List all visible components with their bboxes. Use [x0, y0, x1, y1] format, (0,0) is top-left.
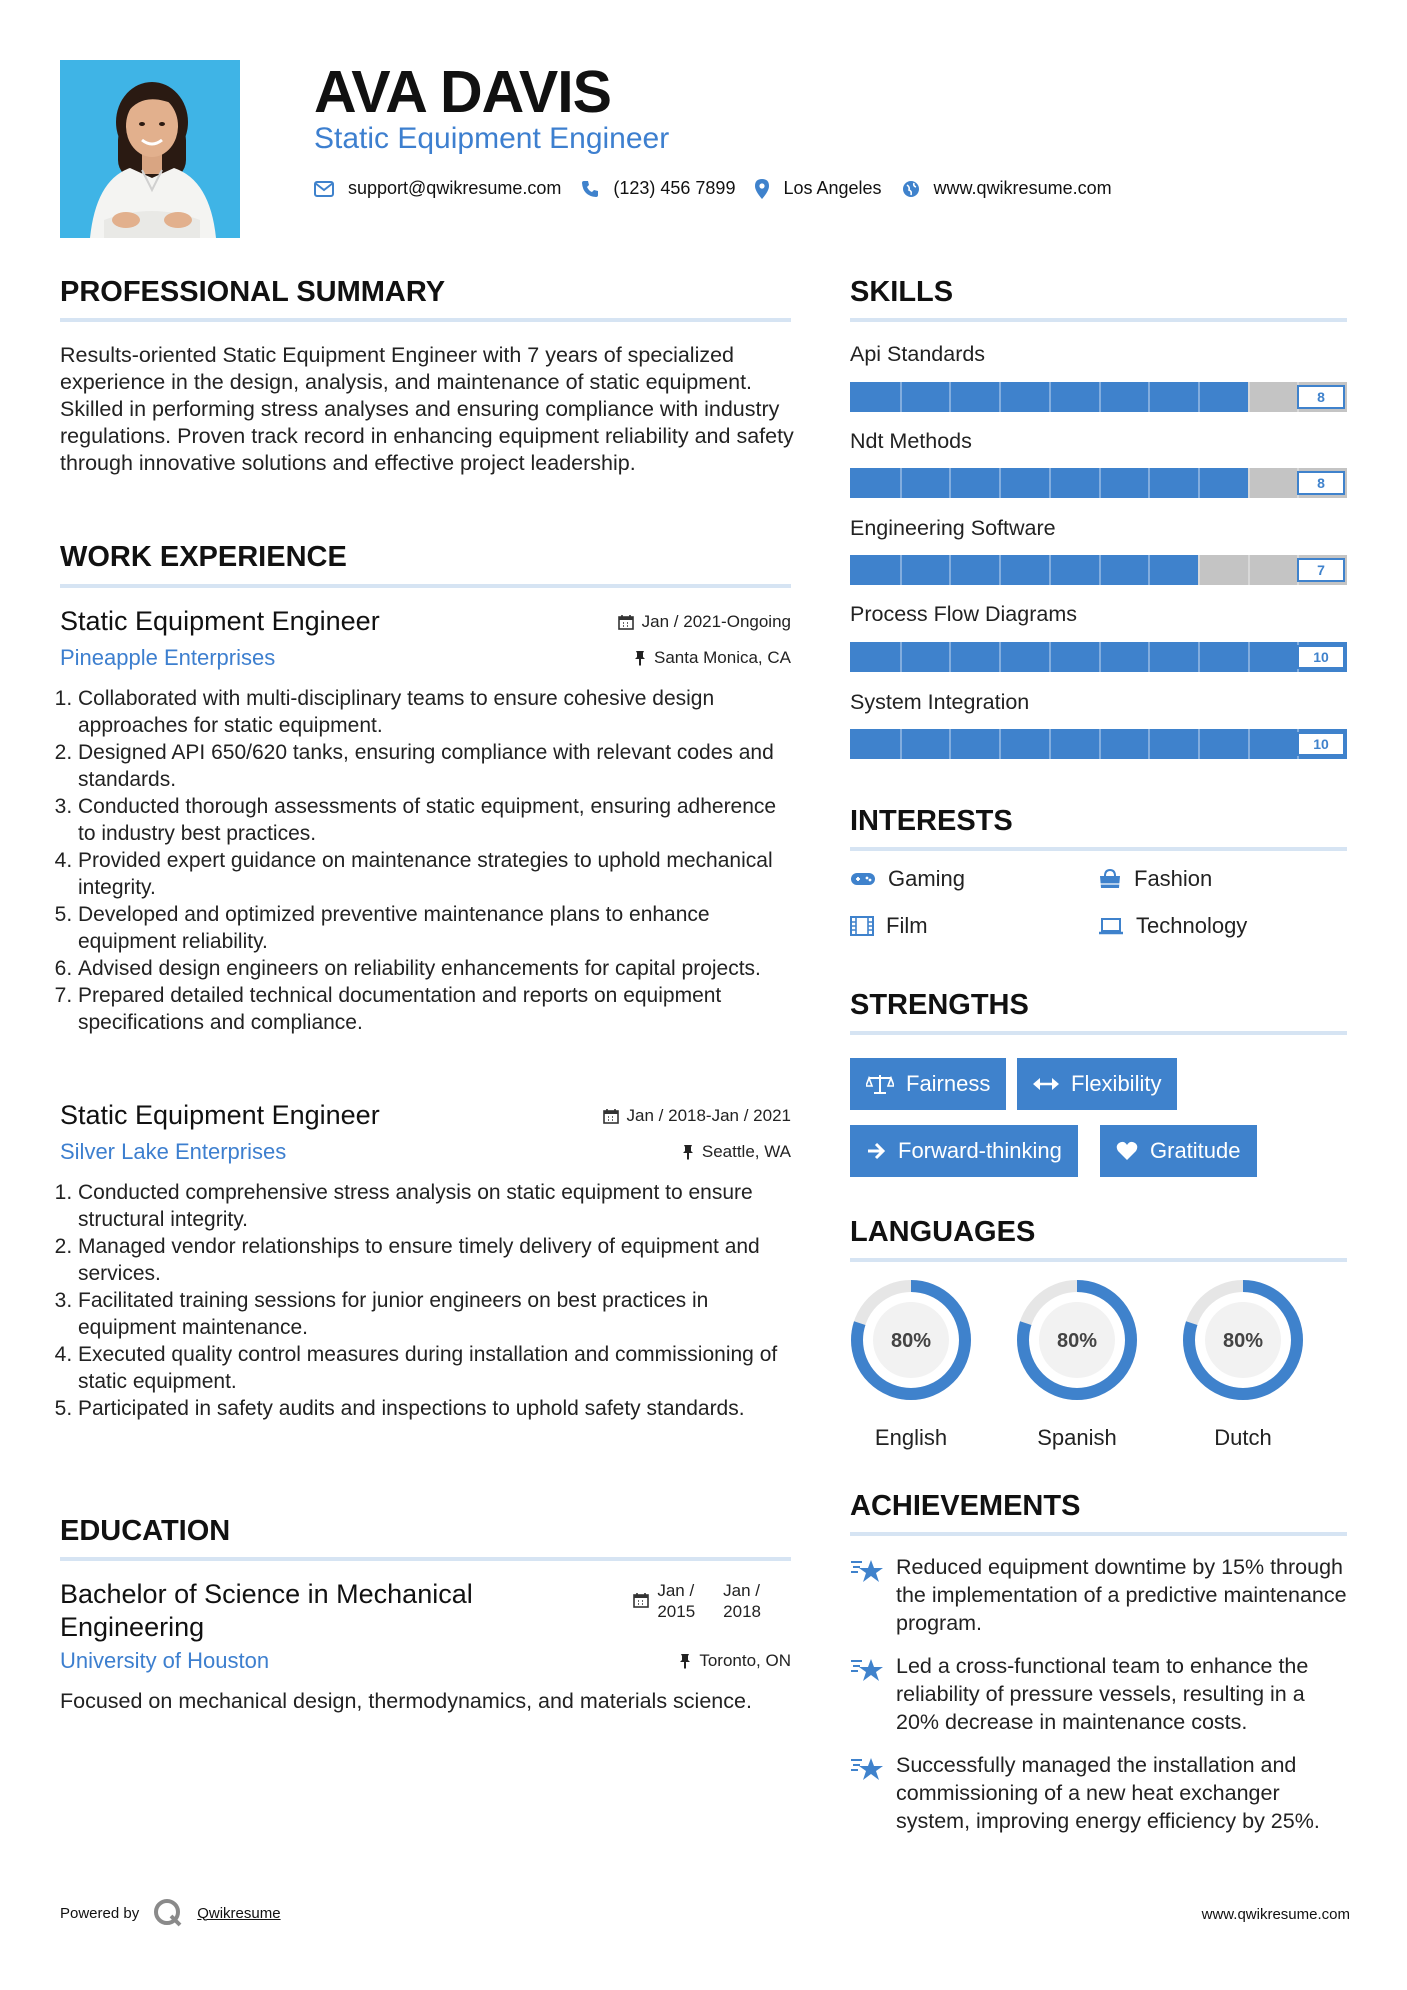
shopping-bag-icon — [1098, 869, 1122, 889]
job-location-text: Seattle, WA — [701, 1142, 791, 1161]
skill-bar-divider — [1099, 729, 1101, 759]
strength-label: Flexibility — [1071, 1071, 1162, 1096]
contact-bar — [314, 178, 1132, 199]
strength-label: Fairness — [906, 1071, 991, 1096]
skill-bar-divider — [949, 642, 951, 672]
language-item — [846, 1278, 976, 1451]
duty-item: 1. Conducted comprehensive stress analysis on static equipment to ensure structural integrity. — [78, 1179, 791, 1233]
skill-bar-divider — [1198, 382, 1200, 412]
skill-bar-divider — [1148, 468, 1150, 498]
strengths-rule — [850, 1031, 1347, 1035]
degree-line: Bachelor of Science in Mechanical — [60, 1579, 473, 1609]
pin-icon — [679, 1653, 691, 1669]
skill-bar-divider — [1148, 555, 1150, 585]
shooting-star-icon — [850, 1555, 884, 1585]
duty-list — [60, 1179, 791, 1422]
skill-bar-divider — [1049, 382, 1051, 412]
company-name: Silver Lake Enterprises — [60, 1139, 287, 1164]
skill-bar-divider — [900, 382, 902, 412]
skill-name: System Integration — [850, 690, 1030, 714]
language-ring — [1015, 1278, 1139, 1402]
achievement-item — [850, 1751, 1350, 1835]
education-start — [657, 1580, 695, 1622]
gamepad-icon — [850, 871, 876, 887]
skill-name: Api Standards — [850, 342, 986, 366]
education-end — [723, 1580, 761, 1622]
skill-bar-divider — [949, 468, 951, 498]
globe-icon — [902, 180, 920, 198]
contact-website[interactable] — [902, 178, 1112, 199]
arrows-horizontal-icon — [1033, 1077, 1059, 1091]
calendar-icon — [618, 614, 634, 630]
skill-level: 7 — [1297, 558, 1345, 582]
skill-bar-divider — [1248, 555, 1250, 585]
skill-bar-divider — [1049, 468, 1051, 498]
skill-bar-divider — [1248, 729, 1250, 759]
languages-heading: LANGUAGES — [850, 1216, 1036, 1248]
skill-bar-divider — [1049, 555, 1051, 585]
duty-item: 3. Conducted thorough assessments of static equipment, ensuring adherence to industry best practices. — [78, 793, 791, 847]
summary-text: Results-oriented Static Equipment Engineer with 7 years of specialized experience in the design, analysis, and maintenance of static equipment. Skilled in performing stress analyses and ensuring compliance with industry regulations. Proven track record in enhancing equipment reliability and safety through innovative solutions and effective project leadership. — [60, 343, 794, 475]
duty-item: 4. Executed quality control measures during installation and commissioning of static equipment. — [78, 1341, 791, 1395]
contact-location — [755, 178, 881, 199]
job-entry — [60, 1100, 791, 1422]
start-month: Jan / — [657, 1581, 695, 1600]
interest-label: Technology — [1136, 913, 1248, 938]
school-location-text: Toronto, ON — [699, 1651, 791, 1670]
skill-bar-divider — [1198, 729, 1200, 759]
envelope-icon — [314, 181, 334, 197]
skill-bar — [850, 642, 1347, 672]
end-month: Jan / — [723, 1581, 761, 1600]
skill-bar-divider — [900, 642, 902, 672]
skill-level: 10 — [1297, 645, 1345, 669]
job-title: Static Equipment Engineer — [60, 606, 380, 636]
skill-name: Engineering Software — [850, 516, 1056, 540]
skill-bar-divider — [1198, 642, 1200, 672]
interest-item — [850, 913, 928, 939]
job-location-text: Santa Monica, CA — [653, 648, 791, 667]
footer-website[interactable]: www.qwikresume.com — [1201, 1906, 1350, 1923]
qwikresume-logo-icon — [153, 1898, 183, 1928]
job-entry — [60, 606, 791, 1036]
job-location — [682, 1142, 791, 1162]
skill-bar-divider — [1198, 468, 1200, 498]
skill-bar-divider — [900, 729, 902, 759]
skill-bar-divider — [999, 555, 1001, 585]
duty-item: 3. Facilitated training sessions for junior engineers on best practices in equipment maintenance. — [78, 1287, 791, 1341]
interest-label: Gaming — [888, 866, 966, 891]
duty-item: 6. Advised design engineers on reliability enhancements for capital projects. — [78, 955, 791, 982]
skill-bar-divider — [1049, 642, 1051, 672]
shooting-star-icon — [850, 1654, 884, 1684]
skill-bar-divider — [1148, 729, 1150, 759]
powered-by-text: Powered by — [60, 1904, 140, 1922]
skill-bar-divider — [949, 382, 951, 412]
job-dates-text: Jan / 2021-Ongoing — [641, 611, 791, 631]
skill-bar-divider — [1148, 382, 1150, 412]
language-name: Dutch — [1214, 1425, 1272, 1450]
achievement-text: Led a cross-functional team to enhance the reliability of pressure vessels, resulting in a 20% decrease in maintenance costs. — [896, 1654, 1309, 1734]
strength-badge — [1100, 1125, 1257, 1177]
phone-text: (123) 456 7899 — [613, 178, 736, 198]
skill-bar-divider — [999, 468, 1001, 498]
skill-bar-divider — [1198, 555, 1200, 585]
strength-label: Forward-thinking — [898, 1138, 1062, 1163]
languages-rule — [850, 1258, 1347, 1262]
skill-bar — [850, 729, 1347, 759]
balance-scale-icon — [866, 1073, 894, 1095]
skill-bar — [850, 555, 1347, 585]
summary-rule — [60, 318, 791, 322]
phone-icon — [581, 180, 599, 198]
language-name: English — [874, 1425, 948, 1450]
interest-label: Film — [886, 913, 928, 938]
work-heading: WORK EXPERIENCE — [60, 541, 347, 573]
skill-bar-divider — [999, 382, 1001, 412]
achievement-item — [850, 1652, 1350, 1736]
skill-bar-divider — [1099, 642, 1101, 672]
arrow-right-icon — [866, 1141, 886, 1161]
skill-bar-divider — [1049, 729, 1051, 759]
duty-item: 4. Provided expert guidance on maintenance strategies to uphold mechanical integrity. — [78, 847, 791, 901]
duty-item: 5. Participated in safety audits and inspections to uphold safety standards. — [78, 1395, 791, 1422]
interest-item — [1098, 913, 1247, 939]
skill-bar-divider — [1099, 555, 1101, 585]
job-title: Static Equipment Engineer — [60, 1100, 380, 1130]
website-text: www.qwikresume.com — [933, 178, 1112, 198]
work-rule — [60, 584, 791, 588]
location-text: Los Angeles — [783, 178, 882, 198]
achievement-item — [850, 1553, 1350, 1637]
interest-label: Fashion — [1134, 866, 1213, 891]
shooting-star-icon — [850, 1753, 884, 1783]
company-name: Pineapple Enterprises — [60, 645, 276, 670]
language-ring — [1181, 1278, 1305, 1402]
skill-bar-divider — [900, 468, 902, 498]
achievement-text: Reduced equipment downtime by 15% through the implementation of a predictive maintenance program. — [896, 1555, 1347, 1635]
skill-level: 10 — [1297, 732, 1345, 756]
skill-bar-divider — [1148, 642, 1150, 672]
skill-bar-divider — [1099, 382, 1101, 412]
education-heading: EDUCATION — [60, 1515, 231, 1547]
film-icon — [850, 916, 874, 936]
skill-bar-divider — [999, 642, 1001, 672]
duty-item: 2. Managed vendor relationships to ensure timely delivery of equipment and services. — [78, 1233, 791, 1287]
degree-line: Engineering — [60, 1612, 205, 1642]
degree-title — [60, 1578, 473, 1644]
skills-rule — [850, 318, 1347, 322]
skills-heading: SKILLS — [850, 276, 954, 308]
skill-bar-divider — [1248, 382, 1250, 412]
summary-heading: PROFESSIONAL SUMMARY — [60, 276, 446, 308]
language-name: Spanish — [1037, 1425, 1117, 1450]
email-text: support@qwikresume.com — [348, 178, 562, 198]
interests-rule — [850, 847, 1347, 851]
skill-bar-divider — [949, 555, 951, 585]
language-percent: 80% — [890, 1330, 932, 1352]
language-percent: 80% — [1222, 1330, 1264, 1352]
duty-list — [60, 685, 791, 1036]
skill-name: Ndt Methods — [850, 429, 972, 453]
job-dates — [618, 612, 791, 632]
brand-link[interactable]: Qwikresume — [197, 1904, 281, 1922]
candidate-title: Static Equipment Engineer — [314, 122, 670, 155]
end-year: 2018 — [723, 1602, 761, 1621]
contact-phone[interactable] — [581, 178, 735, 199]
achievement-text: Successfully managed the installation and commissioning of a new heat exchanger system, improving energy efficiency by 25%. — [896, 1753, 1320, 1833]
language-item — [1012, 1278, 1142, 1451]
skill-bar-divider — [1099, 468, 1101, 498]
job-location — [634, 648, 791, 668]
start-year: 2015 — [657, 1602, 696, 1621]
footer-powered — [60, 1898, 281, 1928]
school-name: University of Houston — [60, 1648, 270, 1673]
strength-badge — [1017, 1058, 1177, 1110]
duty-item: 7. Prepared detailed technical documentation and reports on equipment specifications and compliance. — [78, 982, 791, 1036]
strength-badge — [850, 1125, 1078, 1177]
calendar-icon — [603, 1108, 619, 1124]
achievements-heading: ACHIEVEMENTS — [850, 1490, 1081, 1522]
skill-bar-divider — [949, 729, 951, 759]
candidate-name: AVA DAVIS — [314, 59, 611, 125]
duty-item: 1. Collaborated with multi-disciplinary teams to ensure cohesive design approaches for static equipment. — [78, 685, 791, 739]
duty-item: 5. Developed and optimized preventive maintenance plans to enhance equipment reliability. — [78, 901, 791, 955]
skill-level: 8 — [1297, 385, 1345, 409]
education-entry — [60, 1578, 791, 1715]
job-dates — [603, 1106, 791, 1126]
skill-bar-divider — [1248, 642, 1250, 672]
map-marker-icon — [755, 179, 769, 199]
heart-icon — [1116, 1141, 1138, 1161]
strengths-heading: STRENGTHS — [850, 989, 1029, 1021]
contact-email[interactable] — [314, 178, 561, 199]
education-rule — [60, 1557, 791, 1561]
skill-name: Process Flow Diagrams — [850, 602, 1077, 626]
education-dates — [633, 1580, 761, 1622]
skill-bar-divider — [1248, 468, 1250, 498]
pin-icon — [634, 650, 646, 666]
profile-photo — [60, 60, 240, 238]
language-item — [1178, 1278, 1308, 1451]
interest-item — [1098, 866, 1212, 892]
achievements-rule — [850, 1532, 1347, 1536]
skill-bar-divider — [900, 555, 902, 585]
skill-bar — [850, 382, 1347, 412]
strength-badge — [850, 1058, 1006, 1110]
skill-bar-divider — [999, 729, 1001, 759]
skill-bar-fill — [850, 555, 1198, 585]
skill-bar — [850, 468, 1347, 498]
interest-item — [850, 866, 965, 892]
school-location — [679, 1651, 791, 1671]
duty-item: 2. Designed API 650/620 tanks, ensuring compliance with relevant codes and standards. — [78, 739, 791, 793]
education-description: Focused on mechanical design, thermodynamics, and materials science. — [60, 1689, 752, 1713]
skill-level: 8 — [1297, 471, 1345, 495]
calendar-icon — [633, 1592, 649, 1608]
strength-label: Gratitude — [1150, 1138, 1241, 1163]
language-percent: 80% — [1056, 1330, 1098, 1352]
interests-heading: INTERESTS — [850, 805, 1013, 837]
pin-icon — [682, 1144, 694, 1160]
laptop-icon — [1098, 917, 1124, 935]
job-dates-text: Jan / 2018-Jan / 2021 — [626, 1105, 791, 1125]
language-ring — [849, 1278, 973, 1402]
